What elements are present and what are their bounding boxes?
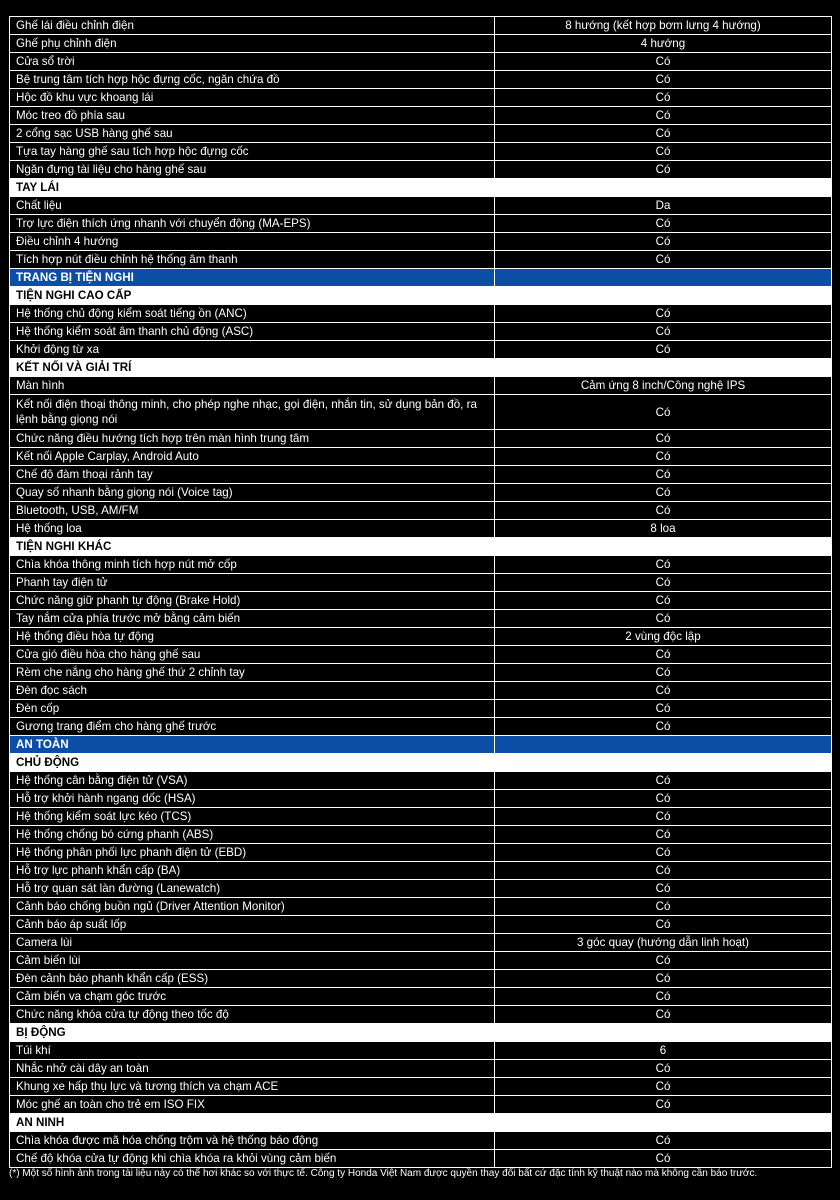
spec-value: Có (495, 215, 832, 233)
spec-row (10, 898, 832, 916)
spec-row (10, 143, 832, 161)
header-filler (495, 1114, 832, 1132)
spec-value: Có (495, 988, 832, 1006)
header-label: TAY LÁI (10, 179, 495, 197)
spec-row (10, 682, 832, 700)
spec-row (10, 251, 832, 269)
spec-label: Cảnh báo chống buồn ngủ (Driver Attention Monitor) (10, 898, 495, 916)
header-label: KẾT NỐI VÀ GIẢI TRÍ (10, 359, 495, 377)
spec-label: Tựa tay hàng ghế sau tích hợp hộc đựng cốc (10, 143, 495, 161)
spec-row (10, 395, 832, 430)
spec-value: Có (495, 430, 832, 448)
spec-row (10, 718, 832, 736)
spec-label: Hệ thống phân phối lực phanh điện tử (EBD) (10, 844, 495, 862)
spec-label: Kết nối Apple Carplay, Android Auto (10, 448, 495, 466)
spec-row (10, 1078, 832, 1096)
spec-label: Điều chỉnh 4 hướng (10, 233, 495, 251)
spec-label: Đèn cảnh báo phanh khẩn cấp (ESS) (10, 970, 495, 988)
spec-row (10, 826, 832, 844)
spec-label: Hệ thống cân bằng điện tử (VSA) (10, 772, 495, 790)
spec-row (10, 862, 832, 880)
spec-label: Cảnh báo áp suất lốp (10, 916, 495, 934)
spec-row (10, 107, 832, 125)
spec-row (10, 430, 832, 448)
spec-row (10, 215, 832, 233)
spec-label: Đèn cốp (10, 700, 495, 718)
spec-value: Có (495, 466, 832, 484)
spec-label: Hệ thống kiểm soát lực kéo (TCS) (10, 808, 495, 826)
spec-value: Có (495, 790, 832, 808)
spec-row (10, 484, 832, 502)
spec-label: Cảm biến lùi (10, 952, 495, 970)
subsection-header-row (10, 179, 832, 197)
spec-row (10, 17, 832, 35)
spec-value: Có (495, 305, 832, 323)
spec-label: Tích hợp nút điều chỉnh hệ thống âm thanh (10, 251, 495, 269)
spec-row (10, 233, 832, 251)
spec-value: Có (495, 89, 832, 107)
spec-label: Chức năng khóa cửa tự động theo tốc độ (10, 1006, 495, 1024)
spec-row (10, 520, 832, 538)
spec-label: Chìa khóa được mã hóa chống trộm và hệ thống báo động (10, 1132, 495, 1150)
spec-label: Camera lùi (10, 934, 495, 952)
spec-value: 8 hướng (kết hợp bơm lưng 4 hướng) (495, 17, 832, 35)
spec-value: Có (495, 556, 832, 574)
spec-row (10, 934, 832, 952)
spec-row (10, 53, 832, 71)
spec-label: Khởi động từ xa (10, 341, 495, 359)
header-filler (495, 359, 832, 377)
spec-sheet (9, 16, 831, 1168)
spec-label: Hệ thống kiểm soát âm thanh chủ động (ASC) (10, 323, 495, 341)
header-filler (495, 1024, 832, 1042)
header-filler (495, 269, 832, 287)
spec-row (10, 988, 832, 1006)
spec-value: Có (495, 448, 832, 466)
spec-label: Hệ thống chống bó cứng phanh (ABS) (10, 826, 495, 844)
header-filler (495, 538, 832, 556)
spec-label: 2 cổng sạc USB hàng ghế sau (10, 125, 495, 143)
spec-value: Có (495, 53, 832, 71)
spec-row (10, 844, 832, 862)
spec-value: Có (495, 772, 832, 790)
spec-row (10, 556, 832, 574)
spec-row (10, 71, 832, 89)
spec-row (10, 952, 832, 970)
spec-value: 4 hướng (495, 35, 832, 53)
spec-value: Có (495, 1078, 832, 1096)
spec-row (10, 574, 832, 592)
spec-label: Hệ thống chủ động kiểm soát tiếng ồn (ANC) (10, 305, 495, 323)
spec-value: 2 vùng độc lập (495, 628, 832, 646)
spec-label: Rèm che nắng cho hàng ghế thứ 2 chỉnh tay (10, 664, 495, 682)
spec-value: Có (495, 161, 832, 179)
spec-value: 6 (495, 1042, 832, 1060)
spec-row (10, 305, 832, 323)
spec-value: Có (495, 826, 832, 844)
spec-row (10, 448, 832, 466)
spec-row (10, 646, 832, 664)
spec-value: Có (495, 862, 832, 880)
footnote: (*) Một số hình ảnh trong tài liệu này có thể hơi khác so với thực tế. Công ty Honda Việt Nam được quyền thay đổi bất cứ đặc tính kỹ thuật nào mà không cần báo trước. (9, 1168, 758, 1179)
header-filler (495, 736, 832, 754)
spec-label: Gương trang điểm cho hàng ghế trước (10, 718, 495, 736)
spec-label: Hỗ trợ lực phanh khẩn cấp (BA) (10, 862, 495, 880)
spec-label: Màn hình (10, 377, 495, 395)
header-label: TIỆN NGHI CAO CẤP (10, 287, 495, 305)
spec-row (10, 161, 832, 179)
spec-label: Túi khí (10, 1042, 495, 1060)
spec-value: Có (495, 646, 832, 664)
spec-row (10, 1006, 832, 1024)
spec-value: Có (495, 125, 832, 143)
spec-value: Có (495, 1150, 832, 1168)
spec-label: Ghế phụ chỉnh điện (10, 35, 495, 53)
spec-value: Có (495, 502, 832, 520)
section-header-row (10, 736, 832, 754)
spec-value: Có (495, 898, 832, 916)
spec-label: Cửa gió điều hòa cho hàng ghế sau (10, 646, 495, 664)
spec-row (10, 1060, 832, 1078)
spec-label: Hỗ trợ quan sát làn đường (Lanewatch) (10, 880, 495, 898)
spec-value: Có (495, 71, 832, 89)
spec-row (10, 592, 832, 610)
spec-label: Ghế lái điều chỉnh điện (10, 17, 495, 35)
spec-value: Có (495, 592, 832, 610)
spec-label: Quay số nhanh bằng giọng nói (Voice tag) (10, 484, 495, 502)
spec-value: Có (495, 341, 832, 359)
header-label: AN TOÀN (10, 736, 495, 754)
spec-row (10, 1096, 832, 1114)
spec-value: Có (495, 1060, 832, 1078)
spec-value: Có (495, 916, 832, 934)
subsection-header-row (10, 359, 832, 377)
spec-row (10, 125, 832, 143)
spec-row (10, 323, 832, 341)
spec-value: Có (495, 143, 832, 161)
spec-label: Trợ lực điện thích ứng nhanh với chuyển động (MA-EPS) (10, 215, 495, 233)
spec-label: Bluetooth, USB, AM/FM (10, 502, 495, 520)
spec-label: Móc treo đồ phía sau (10, 107, 495, 125)
spec-value: Có (495, 808, 832, 826)
spec-value: Cảm ứng 8 inch/Công nghệ IPS (495, 377, 832, 395)
spec-label: Chức năng điều hướng tích hợp trên màn hình trung tâm (10, 430, 495, 448)
spec-row (10, 772, 832, 790)
spec-label: Chất liệu (10, 197, 495, 215)
spec-value: Có (495, 484, 832, 502)
subsection-header-row (10, 287, 832, 305)
spec-label: Chìa khóa thông minh tích hợp nút mở cốp (10, 556, 495, 574)
header-filler (495, 179, 832, 197)
header-label: TIỆN NGHI KHÁC (10, 538, 495, 556)
header-filler (495, 287, 832, 305)
spec-row (10, 808, 832, 826)
spec-label: Chế độ đàm thoại rảnh tay (10, 466, 495, 484)
spec-label: Hệ thống loa (10, 520, 495, 538)
spec-row (10, 916, 832, 934)
spec-label: Hệ thống điều hòa tự động (10, 628, 495, 646)
spec-value: Có (495, 718, 832, 736)
spec-value: Có (495, 1096, 832, 1114)
spec-value: Có (495, 574, 832, 592)
spec-value: Có (495, 233, 832, 251)
spec-label: Móc ghế an toàn cho trẻ em ISO FIX (10, 1096, 495, 1114)
spec-value: Có (495, 700, 832, 718)
header-label: TRANG BỊ TIỆN NGHI (10, 269, 495, 287)
spec-value: Có (495, 1132, 832, 1150)
header-filler (495, 754, 832, 772)
spec-row (10, 610, 832, 628)
spec-row (10, 1042, 832, 1060)
spec-label: Cảm biến va chạm góc trước (10, 988, 495, 1006)
spec-value: Có (495, 395, 832, 430)
spec-row (10, 1150, 832, 1168)
spec-value: Có (495, 251, 832, 269)
spec-value: 8 loa (495, 520, 832, 538)
subsection-header-row (10, 1114, 832, 1132)
header-label: AN NINH (10, 1114, 495, 1132)
header-label: CHỦ ĐỘNG (10, 754, 495, 772)
spec-row (10, 628, 832, 646)
spec-row (10, 700, 832, 718)
spec-table (9, 16, 832, 1168)
spec-row (10, 880, 832, 898)
spec-value: Có (495, 610, 832, 628)
subsection-header-row (10, 538, 832, 556)
spec-value: Có (495, 880, 832, 898)
spec-label: Bệ trung tâm tích hợp hộc đựng cốc, ngăn chứa đồ (10, 71, 495, 89)
spec-row (10, 377, 832, 395)
spec-row (10, 341, 832, 359)
spec-label: Cửa sổ trời (10, 53, 495, 71)
spec-label: Hộc đồ khu vực khoang lái (10, 89, 495, 107)
spec-label: Kết nối điện thoại thông minh, cho phép nghe nhạc, gọi điện, nhắn tin, sử dụng bản đồ, ra lệnh bằng giọng nói (10, 395, 495, 430)
spec-value: Có (495, 323, 832, 341)
spec-row (10, 35, 832, 53)
spec-label: Chức năng giữ phanh tự động (Brake Hold) (10, 592, 495, 610)
spec-row (10, 790, 832, 808)
spec-label: Phanh tay điện tử (10, 574, 495, 592)
spec-value: Có (495, 682, 832, 700)
spec-label: Ngăn đựng tài liệu cho hàng ghế sau (10, 161, 495, 179)
spec-value: Có (495, 1006, 832, 1024)
spec-row (10, 970, 832, 988)
spec-label: Nhắc nhở cài dây an toàn (10, 1060, 495, 1078)
spec-row (10, 89, 832, 107)
spec-row (10, 664, 832, 682)
spec-table-body (10, 17, 832, 1168)
spec-row (10, 197, 832, 215)
spec-label: Hỗ trợ khởi hành ngang dốc (HSA) (10, 790, 495, 808)
spec-row (10, 466, 832, 484)
spec-row (10, 1132, 832, 1150)
header-label: BỊ ĐỘNG (10, 1024, 495, 1042)
spec-value: Có (495, 107, 832, 125)
subsection-header-row (10, 754, 832, 772)
spec-value: Có (495, 952, 832, 970)
spec-label: Khung xe hấp thụ lực và tương thích va chạm ACE (10, 1078, 495, 1096)
spec-value: 3 góc quay (hướng dẫn linh hoạt) (495, 934, 832, 952)
spec-value: Da (495, 197, 832, 215)
spec-row (10, 502, 832, 520)
spec-label: Tay nắm cửa phía trước mở bằng cảm biến (10, 610, 495, 628)
spec-value: Có (495, 664, 832, 682)
section-header-row (10, 269, 832, 287)
spec-value: Có (495, 970, 832, 988)
spec-value: Có (495, 844, 832, 862)
spec-label: Đèn đọc sách (10, 682, 495, 700)
spec-label: Chế độ khóa cửa tự động khi chìa khóa ra khỏi vùng cảm biến (10, 1150, 495, 1168)
subsection-header-row (10, 1024, 832, 1042)
